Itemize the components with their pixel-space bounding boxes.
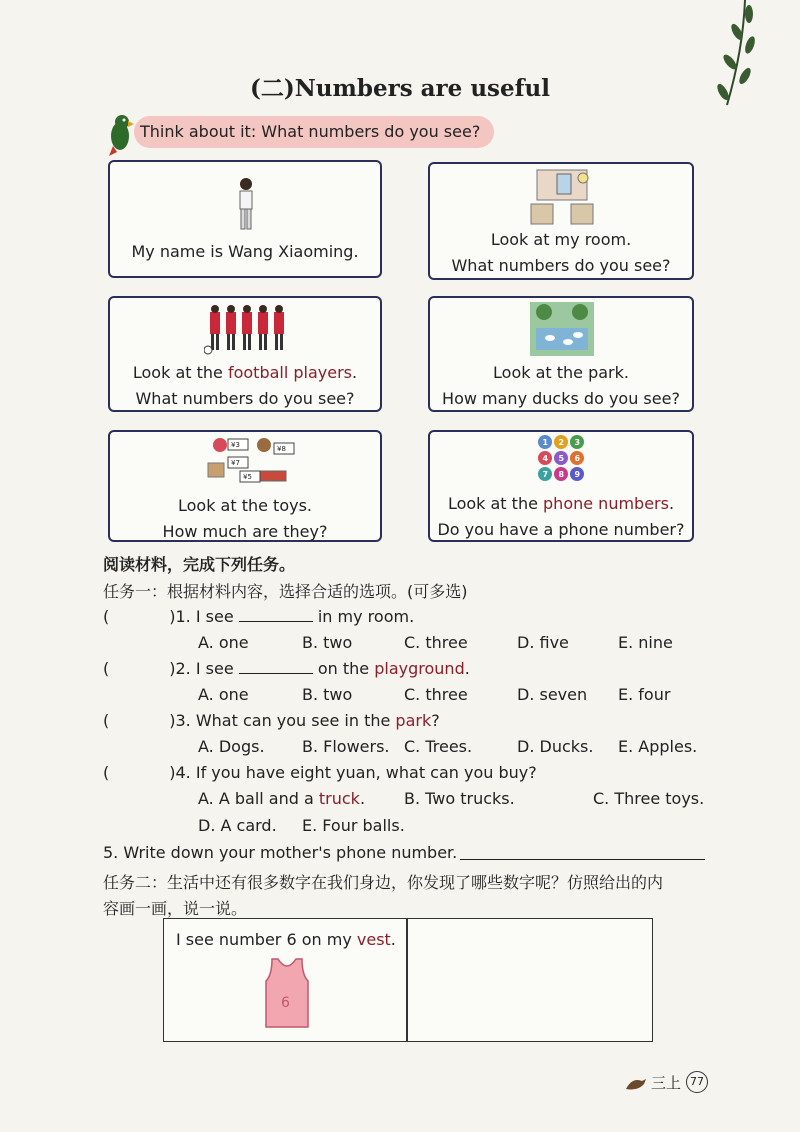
toy-price-tag: ¥5	[243, 473, 252, 481]
parrot-icon	[103, 112, 137, 156]
card-text: Look at the phone numbers.	[447, 494, 675, 513]
q4-option: D. A card.	[198, 816, 277, 835]
svg-text:2: 2	[558, 438, 565, 447]
answer-blank[interactable]	[239, 659, 313, 674]
room-icon	[527, 168, 599, 226]
q1-option: A. one	[198, 633, 249, 652]
drawing-table	[163, 918, 653, 1042]
svg-text:3: 3	[574, 438, 581, 447]
card-phone	[428, 430, 694, 542]
answer-blank[interactable]	[239, 607, 313, 622]
bird-icon	[624, 1075, 648, 1091]
q2-option: C. three	[404, 685, 468, 704]
grade-label: 三上	[651, 1074, 682, 1092]
question-4: ( )4. If you have eight yuan, what can you buy?	[103, 763, 537, 782]
svg-text:1: 1	[542, 438, 549, 447]
toy-price-tag: ¥8	[277, 445, 286, 453]
q2-option: A. one	[198, 685, 249, 704]
q3-option: A. Dogs.	[198, 737, 265, 756]
card-question: Do you have a phone number?	[437, 520, 685, 539]
page-number: 77	[686, 1071, 708, 1093]
svg-text:9: 9	[574, 470, 581, 479]
q2-option: E. four	[618, 685, 671, 704]
park-icon	[530, 302, 594, 356]
phone-keypad-icon	[537, 434, 585, 484]
card-room	[428, 162, 694, 280]
drawing-area[interactable]	[408, 919, 652, 1040]
q2-option: B. two	[302, 685, 353, 704]
svg-text:7: 7	[542, 470, 549, 479]
card-text: Look at the toys.	[177, 496, 313, 515]
answer-paren[interactable]: (	[103, 763, 110, 782]
q1-option: E. nine	[618, 633, 673, 652]
q3-option: D. Ducks.	[517, 737, 594, 756]
q3-option: E. Apples.	[618, 737, 698, 756]
answer-paren[interactable]: (	[103, 607, 110, 626]
phone-number-line[interactable]	[460, 859, 705, 860]
football-players-icon	[204, 304, 290, 356]
task1-heading: 任务一：根据材料内容，选择合适的选项。(可多选)	[103, 582, 468, 601]
card-question: How much are they?	[162, 522, 328, 541]
vest-number: 6	[281, 995, 290, 1011]
card-text: My name is Wang Xiaoming.	[131, 242, 359, 261]
q1-option: D. five	[517, 633, 569, 652]
q4-option: C. Three toys.	[593, 789, 705, 808]
question-1: ( )1. I see in my room.	[103, 607, 415, 626]
q4-option: A. A ball and a truck.	[198, 789, 366, 808]
card-question: What numbers do you see?	[135, 389, 355, 408]
svg-text:8: 8	[558, 470, 565, 479]
example-sentence: I see number 6 on my vest.	[176, 930, 396, 949]
svg-text:6: 6	[574, 454, 581, 463]
q3-option: B. Flowers.	[302, 737, 390, 756]
q4-option: B. Two trucks.	[404, 789, 515, 808]
q1-option: B. two	[302, 633, 353, 652]
card-text: Look at the football players.	[132, 363, 358, 382]
q4-option: E. Four balls.	[302, 816, 405, 835]
q1-option: C. three	[404, 633, 468, 652]
q3-option: C. Trees.	[404, 737, 473, 756]
card-text: Look at the park.	[493, 363, 629, 382]
card-question: What numbers do you see?	[451, 256, 671, 275]
card-name	[108, 160, 382, 278]
card-park	[428, 296, 694, 412]
card-question: How many ducks do you see?	[442, 389, 680, 408]
card-toys	[108, 430, 382, 542]
think-prompt: Think about it: What numbers do you see?	[134, 116, 494, 148]
page-title: (二)Numbers are useful	[250, 75, 550, 102]
boy-icon	[234, 176, 258, 234]
card-football	[108, 296, 382, 412]
answer-paren[interactable]: (	[103, 711, 110, 730]
toys-icon	[204, 435, 296, 485]
instruction: 阅读材料，完成下列任务。	[103, 555, 296, 574]
toy-price-tag: ¥7	[231, 459, 240, 467]
card-text: Look at my room.	[490, 230, 632, 249]
answer-paren[interactable]: (	[103, 659, 110, 678]
task2-line1: 任务二：生活中还有很多数字在我们身边，你发现了哪些数字呢？仿照给出的内	[103, 873, 664, 892]
toy-price-tag: ¥3	[231, 441, 240, 449]
question-2: ( )2. I see on the playground.	[103, 659, 470, 678]
svg-text:4: 4	[542, 454, 549, 463]
question-5: 5. Write down your mother's phone number.	[103, 843, 458, 862]
task2-line2: 容画一画，说一说。	[103, 899, 248, 918]
vest-icon	[264, 957, 310, 1029]
question-3: ( )3. What can you see in the park?	[103, 711, 440, 730]
svg-text:5: 5	[558, 454, 565, 463]
q2-option: D. seven	[517, 685, 588, 704]
